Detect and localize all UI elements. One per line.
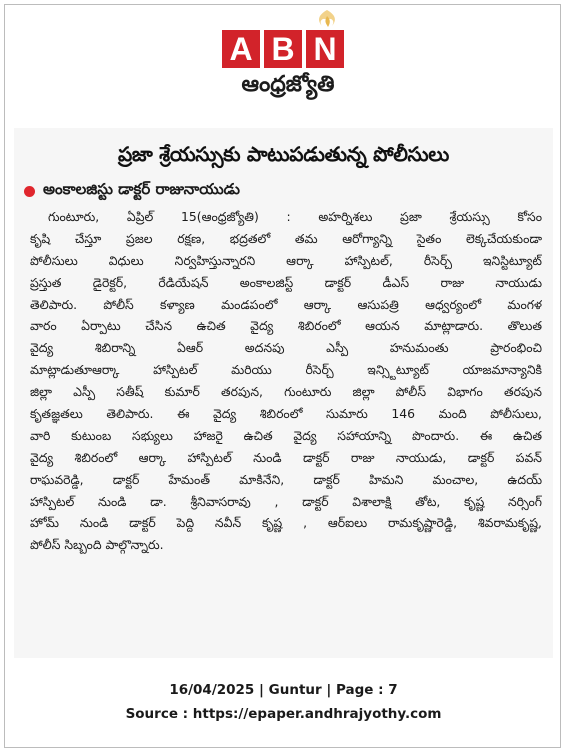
abn-andhrajyothy-logo (212, 8, 362, 108)
article-body (30, 206, 542, 556)
body-line: మాట్లాడుతూఆర్కా హాస్పిటల్ మరియు రీసెర్చ్ ఇన్స్టిట్యూట్ యాజమాన్యానికి (30, 362, 542, 378)
footer-date-edition: 16/04/2025 | Guntur | Page : 7 (169, 682, 398, 698)
article-subheadline (24, 180, 240, 202)
footer-source: Source : https://epaper.andhrajyothy.com (125, 706, 442, 722)
red-bullet-icon (24, 186, 35, 197)
body-line: వారి కుటుంబ సభ్యులు హాజరై ఉచిత వైద్య సహాయాన్ని పొందారు. ఈ ఉచిత (30, 427, 542, 443)
subheadline-text: అంకాలజిస్టు డాక్టర్ రాజునాయుడు (43, 180, 240, 198)
body-line: వైద్య శిబిరంలో ఆర్కా హాస్పిటల్ నుండి డాక్టర్ రాజు నాయుడు, డాక్టర్ పవన్ (30, 449, 542, 465)
article-headline: ప్రజా శ్రేయస్సుకు పాటుపడుతున్న పోలీసులు (117, 142, 450, 166)
logo-letter-a: A (222, 30, 260, 68)
body-line: కృషి చేస్తూ ప్రజల రక్షణ, భద్రతలో తమ ఆరోగ్యాన్ని సైతం లెక్కచేయకుండా (30, 230, 542, 246)
logo-subtitle: ఆంధ్రజ్యోతి (241, 72, 335, 97)
body-line: రాఘవరెడ్డి, డాక్టర్ హేమంత్ మాకినేని, డాక్టర్ హిమని మంచాల, ఉదయ్ (30, 471, 542, 487)
body-line: వారం ఏర్పాటు చేసిన ఉచిత వైద్య శిబిరంలో ఆయన మాట్లాడారు. తొలుత (30, 318, 542, 334)
body-line: పోలీస్ సిబ్బంది పాల్గొన్నారు. (30, 537, 164, 553)
body-line: గుంటూరు, ఏప్రిల్ 15(ఆంధ్రజ్యోతి) : అహర్నిశలు ప్రజా శ్రేయస్సు కోసం (48, 209, 542, 224)
body-line: జిల్లా ఎస్పీ సతీష్ కుమార్ తరపున, గుంటూరు జిల్లా పోలీస్ విభాగం తరపున (30, 384, 542, 400)
body-line: హాస్పిటల్ నుండి డా. శ్రీనివాసరావు , డాక్టర్ విశాలాక్షి తోట, కృష్ణ నర్సింగ్ (30, 493, 542, 509)
logo-letter-b: B (264, 30, 302, 68)
body-line: ప్రస్తుత డైరెక్టర్, రేడియేషన్ అంకాలజిస్ట్ డాక్టర్ డీఎస్ రాజు నాయుడు (30, 274, 542, 290)
logo-letter-n: N (306, 30, 344, 68)
body-line: పోలీసులు విధులు నిర్వహిస్తున్నారని ఆర్కా హాస్పిటల్, రీసెర్చ్ ఇనిస్టిట్యూట్ (30, 252, 542, 268)
news-clipping (14, 128, 553, 658)
body-line: కృతజ్ఞతలు తెలిపారు. ఈ వైద్య శిబిరంలో సుమారు 146 మంది పోలీసులు, (30, 406, 542, 422)
flame-icon (312, 8, 342, 30)
body-line: తెలిపారు. పోలీస్ కళ్యాణ మండపంలో ఆర్కా ఆసుపత్రి ఆధ్వర్యంలో మంగళ (30, 296, 542, 312)
body-line: హోమ్ నుండి డాక్టర్ పెద్ది నవీన్ కృష్ణ , ఆర్ఐలు రామకృష్ణారెడ్డి, శివరామకృష్ణ, (30, 515, 542, 531)
body-line: వైద్య శిబిరాన్ని ఏఆర్ అదనపు ఎస్పీ హనుమంతు ప్రారంభించి (30, 340, 542, 356)
